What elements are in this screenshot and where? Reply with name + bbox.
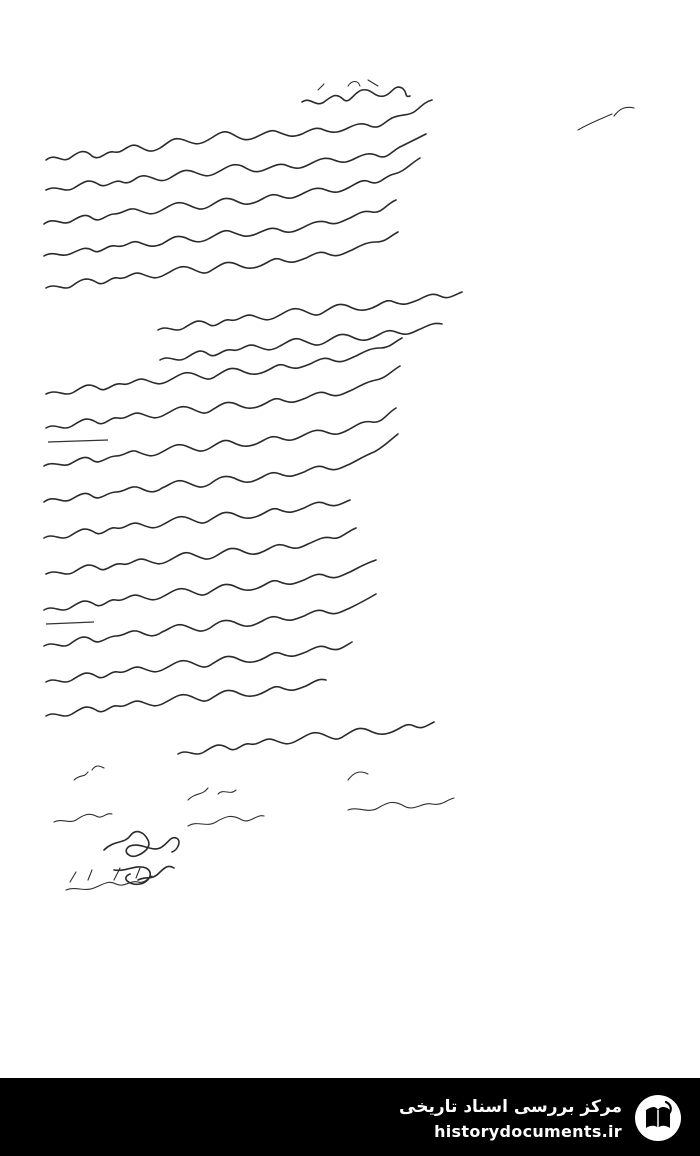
- book-quill-icon: [632, 1092, 684, 1144]
- date-line: [66, 876, 152, 890]
- signatory-name: [54, 814, 112, 822]
- underline-mark: [48, 440, 108, 442]
- handwriting-canvas: [18, 10, 682, 1060]
- footer-banner: [0, 1078, 700, 1156]
- handwritten-letter-page: [18, 10, 682, 1060]
- brand-url[interactable]: historydocuments.ir: [434, 1122, 622, 1141]
- brand-name: مرکز بررسی اسناد تاریخی: [399, 1097, 622, 1117]
- letter-body-text: [44, 100, 634, 754]
- signature-block: [54, 766, 454, 890]
